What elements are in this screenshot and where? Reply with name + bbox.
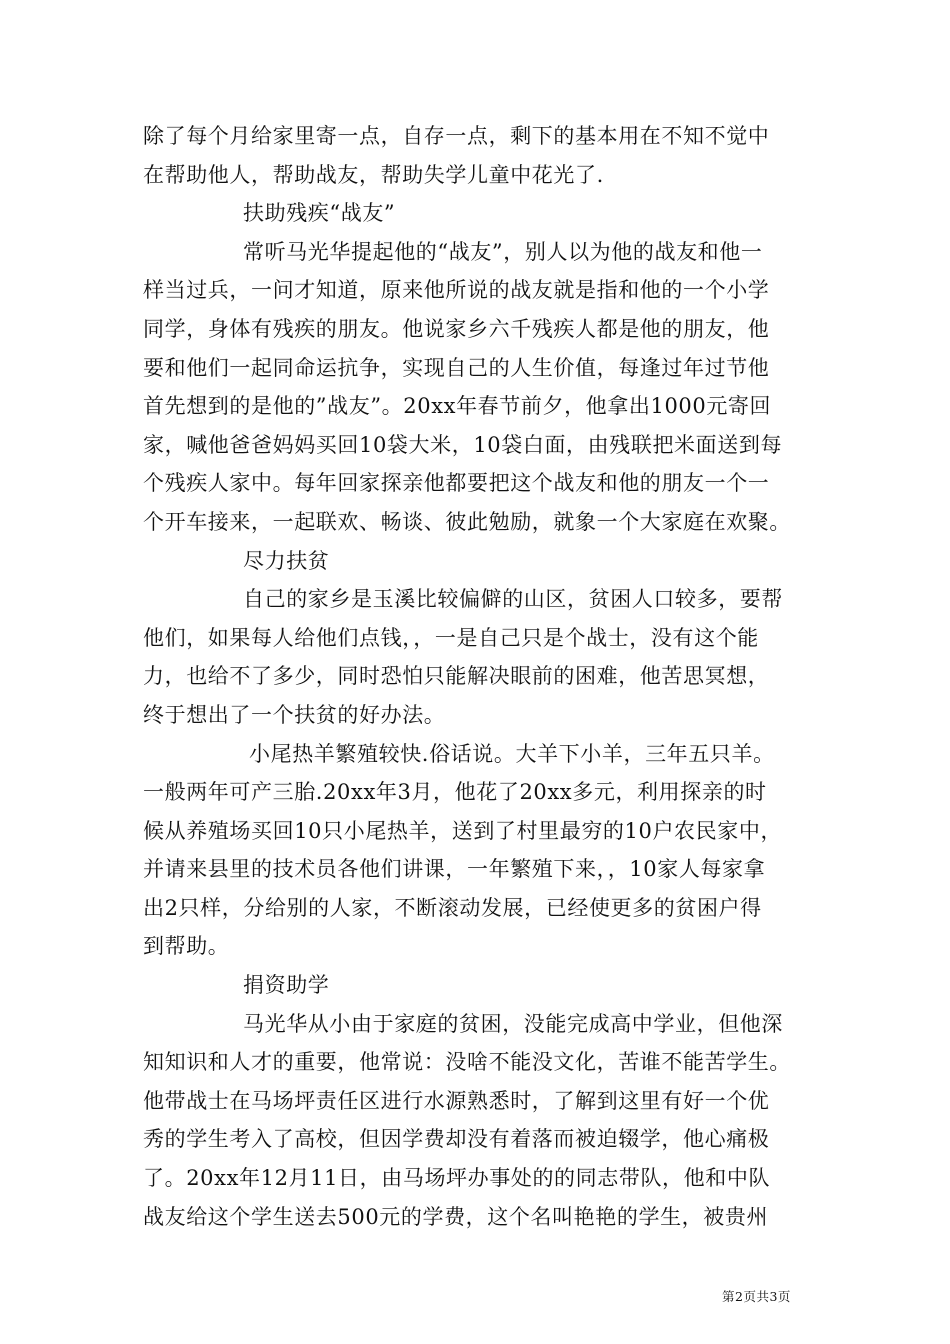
text-line: 在帮助他人，帮助战友，帮助失学儿童中花光了. bbox=[143, 162, 604, 187]
text-line: 了。20xx年12月11日，由马场坪办事处的的同志带队，他和中队 bbox=[143, 1166, 771, 1191]
section-heading: 扶助残疾“战友” bbox=[243, 201, 396, 226]
text-line: 终于想出了一个扶贫的好办法。 bbox=[143, 702, 446, 727]
paragraph-start-line: 自己的家乡是玉溪比较偏僻的山区，贫困人口较多，要帮 bbox=[243, 587, 783, 612]
text-line: 知知识和人才的重要，他常说：没啥不能没文化，苦谁不能苦学生。 bbox=[143, 1050, 791, 1075]
text-line: 秀的学生考入了高校，但因学费却没有着落而被迫辍学，他心痛极 bbox=[143, 1127, 770, 1152]
text-line: 力，也给不了多少，同时恐怕只能解决眼前的困难，他苦思冥想， bbox=[143, 664, 770, 689]
section-heading: 捐资助学 bbox=[243, 973, 330, 998]
paragraph-start-line: 常听马光华提起他的“战友”，别人以为他的战友和他一 bbox=[243, 239, 763, 264]
document-body bbox=[143, 117, 813, 1236]
section-heading: 尽力扶贫 bbox=[243, 548, 330, 573]
text-line: 要和他们一起同命运抗争，实现自己的人生价值，每逢过年过节他 bbox=[143, 355, 770, 380]
text-line: 战友给这个学生送去500元的学费，这个名叫艳艳的学生，被贵州 bbox=[143, 1204, 769, 1229]
paragraph-start-line: 小尾热羊繁殖较快.俗话说。大羊下小羊，三年五只羊。 bbox=[249, 741, 775, 766]
text-line: 他们，如果每人给他们点钱，，一是自己只是个战士，没有这个能 bbox=[143, 625, 759, 650]
text-line: 家，喊他爸爸妈妈买回10袋大米，10袋白面，由残联把米面送到每 bbox=[143, 432, 783, 457]
text-line: 样当过兵，一问才知道，原来他所说的战友就是指和他的一个小学 bbox=[143, 278, 770, 303]
text-line: 一般两年可产三胎.20xx年3月，他花了20xx多元，利用探亲的时 bbox=[143, 780, 767, 805]
text-line: 候从养殖场买回10只小尾热羊，送到了村里最穷的10户农民家中， bbox=[143, 818, 783, 843]
text-line: 他带战士在马场坪责任区进行水源熟悉时，了解到这里有好一个优 bbox=[143, 1088, 770, 1113]
text-line: 到帮助。 bbox=[143, 934, 230, 959]
text-line: 首先想到的是他的”战友”。20xx年春节前夕，他拿出1000元寄回 bbox=[143, 394, 772, 419]
text-line: 除了每个月给家里寄一点，自存一点，剩下的基本用在不知不觉中 bbox=[143, 124, 770, 148]
text-line: 并请来县里的技术员各他们讲课，一年繁殖下来，，10家人每家拿 bbox=[143, 857, 766, 882]
text-line: 个开车接来，一起联欢、畅谈、彼此勉励，就象一个大家庭在欢聚。 bbox=[143, 509, 791, 534]
page-number: 第2页共3页 bbox=[722, 1289, 791, 1304]
text-line: 出2只样，分给别的人家，不断滚动发展，已经使更多的贫困户得 bbox=[143, 895, 762, 920]
text-line: 同学，身体有残疾的朋友。他说家乡六千残疾人都是他的朋友，他 bbox=[143, 316, 770, 341]
paragraph-start-line: 马光华从小由于家庭的贫困，没能完成高中学业，但他深 bbox=[243, 1011, 783, 1036]
text-line: 个残疾人家中。每年回家探亲他都要把这个战友和他的朋友一个一 bbox=[143, 471, 770, 496]
